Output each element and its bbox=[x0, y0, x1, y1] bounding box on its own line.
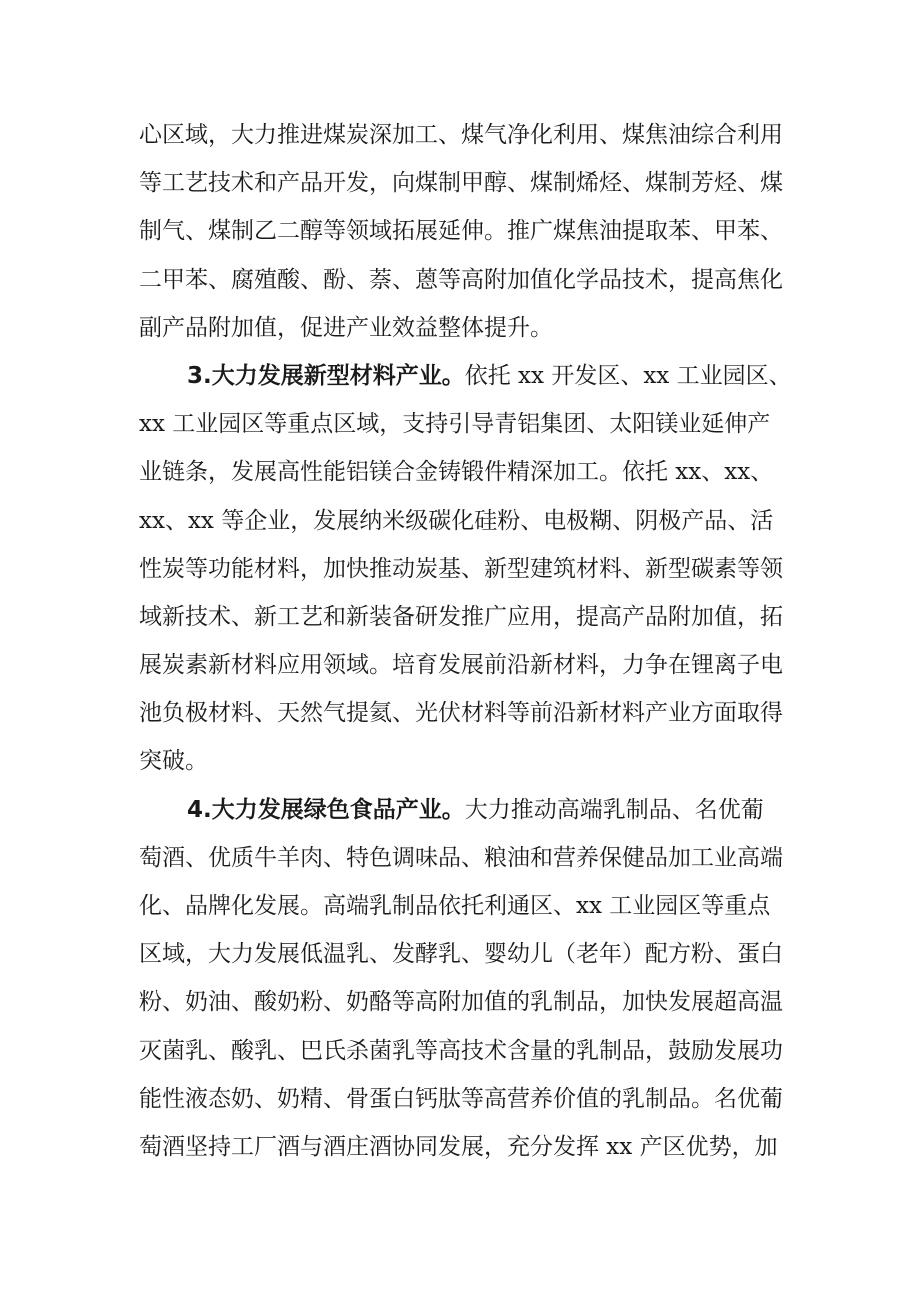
text-line: 二甲苯、腐殖酸、酚、萘、蒽等高附加值化学品技术，提高焦化 bbox=[139, 266, 783, 293]
section-heading: 3.大力发展新型材料产业。 bbox=[187, 362, 465, 389]
text-line: 粉、奶油、酸奶粉、奶酪等高附加值的乳制品，加快发展超高温 bbox=[139, 989, 783, 1016]
text-line: 展炭素新材料应用领域。培育发展前沿新材料，力争在锂离子电 bbox=[139, 652, 783, 679]
paragraph-coal-chemical bbox=[139, 111, 799, 352]
text-line: 灭菌乳、酸乳、巴氏杀菌乳等高技术含量的乳制品，鼓励发展功 bbox=[139, 1037, 783, 1064]
text-span: 大力推动高端乳制品、名优葡 bbox=[464, 796, 764, 823]
document-body bbox=[139, 111, 799, 1171]
text-span: 依托 xx 开发区、xx 工业园区、 bbox=[464, 362, 792, 389]
text-line: 业链条，发展高性能铝镁合金铸锻件精深加工。依托 xx、xx、 bbox=[139, 459, 774, 486]
text-line: 心区域，大力推进煤炭深加工、煤气净化利用、煤焦油综合利用 bbox=[139, 122, 783, 148]
text-line: xx 工业园区等重点区域，支持引导青铝集团、太阳镁业延伸产 bbox=[139, 411, 771, 438]
text-line: 区域，大力发展低温乳、发酵乳、婴幼儿（老年）配方粉、蛋白 bbox=[139, 941, 783, 968]
text-line bbox=[139, 352, 799, 400]
text-line: 化、品牌化发展。高端乳制品依托利通区、xx 工业园区等重点 bbox=[139, 893, 771, 919]
text-line: 性炭等功能材料，加快推动炭基、新型建筑材料、新型碳素等领 bbox=[139, 555, 783, 582]
text-line: 池负极材料、天然气提氦、光伏材料等前沿新材料产业方面取得 bbox=[139, 700, 783, 727]
text-line: 萄酒、优质牛羊肉、特色调味品、粮油和营养保健品加工业高端 bbox=[139, 844, 783, 871]
text-line: 域新技术、新工艺和新装备研发推广应用，提高产品附加值，拓 bbox=[139, 603, 783, 630]
text-line: 萄酒坚持工厂酒与酒庄酒协同发展，充分发挥 xx 产区优势，加 bbox=[139, 1133, 778, 1160]
paragraph-green-food bbox=[139, 786, 799, 1172]
paragraph-new-materials bbox=[139, 352, 799, 786]
text-line bbox=[139, 786, 799, 834]
text-line: 副产品附加值，促进产业效益整体提升。 bbox=[139, 314, 553, 341]
text-line: xx、xx 等企业，发展纳米级碳化硅粉、电极糊、阴极产品、活 bbox=[139, 507, 774, 534]
text-line: 制气、煤制乙二醇等领域拓展延伸。推广煤焦油提取苯、甲苯、 bbox=[139, 218, 783, 245]
text-line: 能性液态奶、奶精、骨蛋白钙肽等高营养价值的乳制品。名优葡 bbox=[139, 1085, 783, 1112]
text-line: 突破。 bbox=[139, 748, 208, 775]
section-heading: 4.大力发展绿色食品产业。 bbox=[187, 796, 465, 823]
text-line: 等工艺技术和产品开发，向煤制甲醇、煤制烯烃、煤制芳烃、煤 bbox=[139, 170, 783, 197]
